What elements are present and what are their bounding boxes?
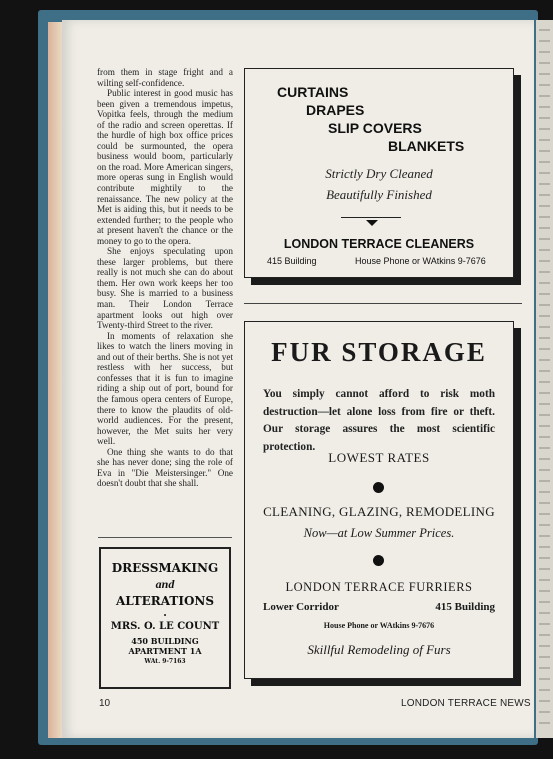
cleaners-headline: DRAPES bbox=[306, 102, 365, 118]
bullet-icon: • bbox=[163, 611, 167, 620]
furriers-name: LONDON TERRACE FURRIERS bbox=[285, 580, 473, 594]
fur-headline: FUR STORAGE bbox=[271, 337, 487, 367]
article-paragraph: Public interest in good music has been given a tremendous impetus, Vopitka feels, through the medium of the radio and screen operettas. If the hurdle of high box office prices could be surmounted, the opera business would boom, particularly on the road. More American singers, more operas sung in English would contribute mightily to the renaissance. The new policy at the Met is aiding this, but it needs to be extended further; to the people who at present haven't the chance or the money to go to the opera. bbox=[97, 88, 233, 246]
dress-ad-building: 450 BUILDING bbox=[131, 636, 199, 646]
fur-tagline: Skillful Remodeling of Furs bbox=[307, 642, 451, 657]
bullet-icon bbox=[373, 482, 384, 493]
dress-ad-phone: WAt. 9-7163 bbox=[144, 658, 186, 665]
column-divider bbox=[98, 537, 232, 538]
article-paragraph: One thing she wants to do that she has never done; sing the role of Eva in "Die Meistersinger." One doesn't doubt that she shall. bbox=[97, 446, 233, 489]
article-paragraph: In moments of relaxation she likes to watch the liners moving in and out of their berths. She is not yet restless with her success, but confesses that it is fun to imagine riding a ship out of port, bound for the famous opera centers of Europe, there to know the plaudits of old-world audiences. For the present, however, the Met suits her very well. bbox=[97, 330, 233, 447]
article-paragraph: She enjoys speculating upon these larger problems, but there really is not much she can do about them. Her own work keeps her too busy. She is married to a business man. Their London Terrace apartment looks out high over Twenty-third Street to the river. bbox=[97, 246, 233, 331]
cleaners-building: 415 Building bbox=[267, 256, 317, 266]
cleaners-slogan: Strictly Dry Cleaned bbox=[325, 166, 433, 181]
cleaners-phone: House Phone or WAtkins 9-7676 bbox=[355, 256, 486, 266]
dress-ad-line1: DRESSMAKING bbox=[111, 561, 219, 575]
fur-services: CLEANING, GLAZING, REMODELING bbox=[263, 504, 495, 519]
article-paragraph: from them in stage fright and a wilting self-confidence. bbox=[97, 67, 233, 88]
cleaners-headline: SLIP COVERS bbox=[328, 120, 422, 136]
dress-ad-line2: and bbox=[155, 577, 175, 591]
fur-summer-prices: Now—at Low Summer Prices. bbox=[303, 526, 455, 540]
divider-line bbox=[341, 217, 401, 218]
dress-ad-line3: ALTERATIONS bbox=[115, 594, 215, 608]
furriers-location: Lower Corridor bbox=[263, 601, 339, 613]
cleaners-ad bbox=[244, 68, 514, 278]
fur-body: You simply cannot afford to risk moth destruction—let alone loss from fire or theft. Our storage assures the most scientific protection. bbox=[263, 388, 495, 453]
furriers-building: 415 Building bbox=[435, 601, 495, 613]
dress-ad-name: MRS. O. LE COUNT bbox=[110, 621, 220, 632]
bullet-icon bbox=[373, 555, 384, 566]
furriers-phone: House Phone or WAtkins 9-7676 bbox=[323, 621, 435, 630]
article-column bbox=[97, 67, 233, 489]
publication-name: LONDON TERRACE NEWS bbox=[401, 698, 531, 709]
cleaners-name: LONDON TERRACE CLEANERS bbox=[283, 237, 475, 251]
cleaners-slogan: Beautifully Finished bbox=[326, 187, 432, 202]
ad-divider bbox=[244, 303, 522, 304]
cleaners-headline: CURTAINS bbox=[277, 84, 349, 100]
page-number: 10 bbox=[99, 698, 111, 709]
next-page-edge bbox=[536, 20, 553, 738]
dressmaking-ad bbox=[99, 547, 231, 689]
fur-rates: LOWEST RATES bbox=[328, 450, 430, 465]
dress-ad-apartment: APARTMENT 1A bbox=[128, 646, 202, 656]
triangle-down-icon bbox=[366, 220, 378, 226]
cleaners-headline: BLANKETS bbox=[388, 138, 465, 154]
fur-storage-ad bbox=[244, 321, 514, 679]
